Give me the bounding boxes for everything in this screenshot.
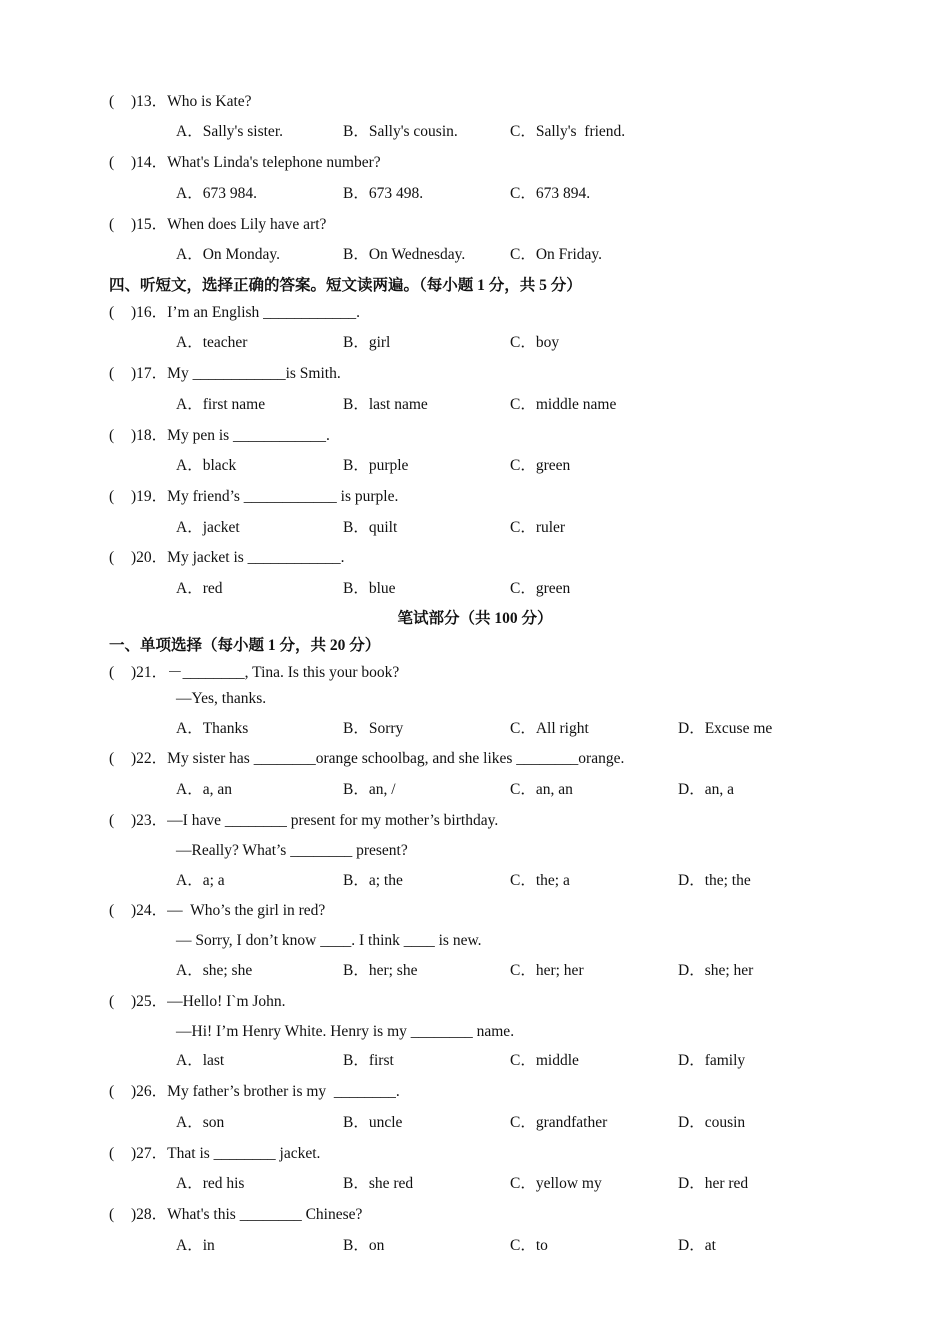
question-17: ( )17．My ____________is Smith. [109, 365, 341, 382]
question-20: ( )20．My jacket is ____________. [109, 549, 345, 566]
option-c: C．grandfather [510, 1114, 608, 1131]
option-a: A．red [176, 580, 223, 597]
option-c: C．green [510, 457, 571, 474]
option-a: A．Thanks [176, 720, 249, 737]
question-13: ( )13．Who is Kate? [109, 93, 252, 110]
option-d: D．cousin [678, 1114, 746, 1131]
option-b: B．girl [343, 334, 391, 351]
option-b: B．blue [343, 580, 396, 597]
option-c: C．All right [510, 720, 589, 737]
option-b: B．last name [343, 396, 428, 413]
question-19: ( )19．My friend’s ____________ is purple. [109, 488, 399, 505]
option-a: A．Sally's sister. [176, 123, 283, 140]
section-title: 四、听短文，选择正确的答案。短文读两遍。（每小题 1 分，共 5 分） [109, 277, 582, 294]
option-b: B．Sorry [343, 720, 404, 737]
option-c: C．her; her [510, 962, 584, 979]
option-a: A．red his [176, 1175, 245, 1192]
option-b: B．uncle [343, 1114, 403, 1131]
part-title: 笔试部分（共 100 分） [397, 610, 553, 627]
option-b: B．673 498. [343, 185, 424, 202]
option-a: A．673 984. [176, 185, 257, 202]
question-22: ( )22．My sister has ________orange schoolbag, and she likes ________orange. [109, 750, 625, 767]
option-b: B．Sally's cousin. [343, 123, 458, 140]
option-a: A．teacher [176, 334, 248, 351]
question-28: ( )28．What's this ________ Chinese? [109, 1206, 363, 1223]
option-a: A．son [176, 1114, 225, 1131]
option-c: C．673 894. [510, 185, 591, 202]
option-a: A．in [176, 1237, 215, 1254]
option-a: A．she; she [176, 962, 253, 979]
question-25: ( )25．—Hello! I`m John. [109, 993, 286, 1010]
option-c: C．an, an [510, 781, 573, 798]
option-d: D．her red [678, 1175, 749, 1192]
option-b: B．a; the [343, 872, 403, 889]
option-b: B．purple [343, 457, 409, 474]
question-21: ( )21．－________, Tina. Is this your book? [109, 664, 400, 681]
question-18: ( )18．My pen is ____________. [109, 427, 330, 444]
question-15: ( )15．When does Lily have art? [109, 216, 327, 233]
option-b: B．On Wednesday. [343, 246, 466, 263]
question-24: ( )24．— Who’s the girl in red? [109, 902, 326, 919]
option-a: A．On Monday. [176, 246, 281, 263]
question-line: —Yes, thanks. [176, 690, 267, 707]
option-d: D．at [678, 1237, 716, 1254]
question-27: ( )27．That is ________ jacket. [109, 1145, 321, 1162]
option-c: C．middle name [510, 396, 617, 413]
option-c: C．On Friday. [510, 246, 602, 263]
option-d: D．an, a [678, 781, 734, 798]
option-d: D．the; the [678, 872, 751, 889]
option-c: C．yellow my [510, 1175, 602, 1192]
option-b: B．first [343, 1052, 394, 1069]
question-26: ( )26．My father’s brother is my ________. [109, 1083, 400, 1100]
option-a: A．a, an [176, 781, 232, 798]
option-c: C．the; a [510, 872, 570, 889]
option-c: C．ruler [510, 519, 566, 536]
question-23: ( )23．—I have ________ present for my mother’s birthday. [109, 812, 499, 829]
option-a: A．jacket [176, 519, 240, 536]
option-d: D．family [678, 1052, 746, 1069]
question-16: ( )16．I’m an English ____________. [109, 304, 361, 321]
option-a: A．first name [176, 396, 266, 413]
option-c: C．Sally's friend. [510, 123, 626, 140]
question-line: — Sorry, I don’t know ____. I think ____ is new. [176, 932, 482, 949]
option-b: B．an, / [343, 781, 396, 798]
option-a: A．last [176, 1052, 225, 1069]
option-a: A．black [176, 457, 237, 474]
question-line: —Hi! I’m Henry White. Henry is my ________ name. [176, 1023, 515, 1040]
question-line: —Really? What’s ________ present? [176, 842, 408, 859]
option-c: C．green [510, 580, 571, 597]
section-title: 一、单项选择（每小题 1 分，共 20 分） [109, 637, 381, 654]
option-d: D．she; her [678, 962, 754, 979]
option-c: C．boy [510, 334, 560, 351]
option-c: C．to [510, 1237, 548, 1254]
option-a: A．a; a [176, 872, 225, 889]
option-b: B．she red [343, 1175, 414, 1192]
question-14: ( )14．What's Linda's telephone number? [109, 154, 381, 171]
option-d: D．Excuse me [678, 720, 773, 737]
option-b: B．on [343, 1237, 385, 1254]
option-b: B．quilt [343, 519, 398, 536]
option-b: B．her; she [343, 962, 418, 979]
option-c: C．middle [510, 1052, 579, 1069]
